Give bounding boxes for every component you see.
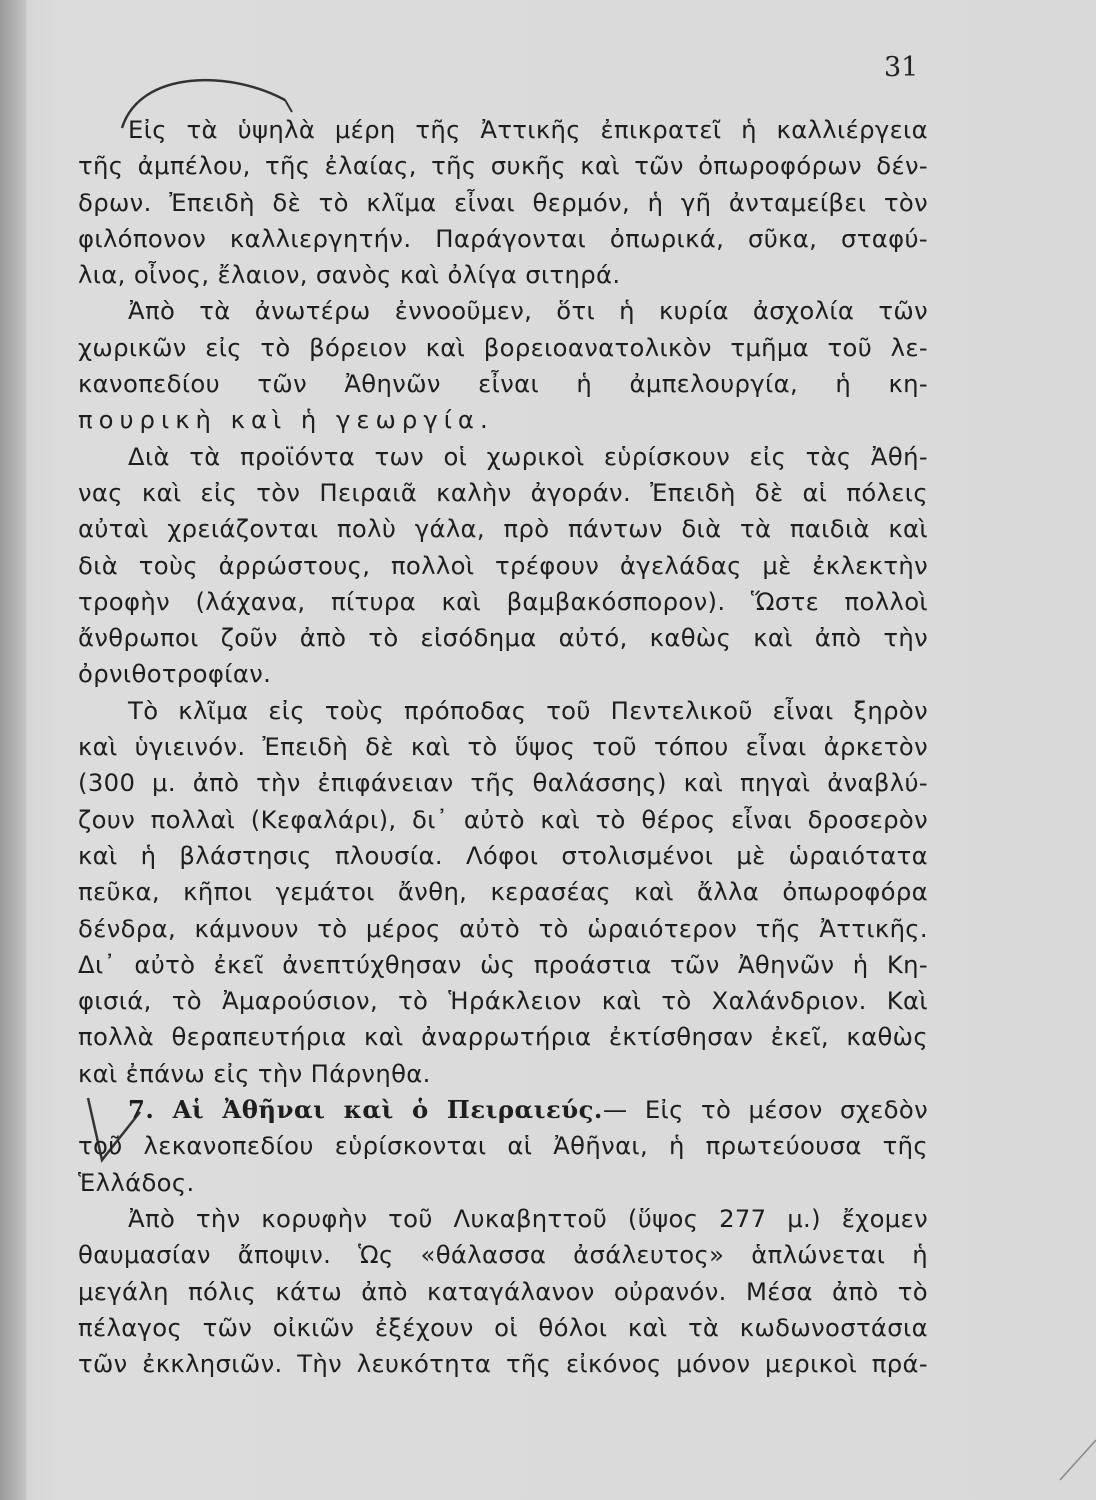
text-line: φισιά, τὸ Ἀμαρούσιον, τὸ Ἡράκλειον καὶ τὸ Χαλάνδριον. Καὶ <box>78 986 928 1016</box>
text-line: καὶ ἡ βλάστησις πλουσία. Λόφοι στολισμένοι μὲ ὡραιότατα <box>78 840 928 870</box>
text-line: καὶ ὑγιεινόν. Ἐπειδὴ δὲ καὶ τὸ ὕψος τοῦ τόπου εἶναι ἀρκετὸν <box>78 732 928 762</box>
text-line: καὶ ἐπάνω εἰς τὴν Πάρνηθα. <box>78 1058 431 1088</box>
pencil-arc-tail <box>285 100 292 112</box>
section-heading-line <box>78 1092 928 1128</box>
text-line: δρων. Ἐπειδὴ δὲ τὸ κλῖμα εἶναι θερμόν, ἡ γῆ ἀνταμείβει τὸν <box>78 187 928 217</box>
text-line: δένδρα, κάμνουν τὸ μέρος αὐτὸ τὸ ὡραιότερον τῆς Ἀττικῆς. <box>78 913 928 943</box>
corner-fold <box>1060 1440 1096 1480</box>
text-line: Εἰς τὰ ὑψηλὰ μέρη τῆς Ἀττικῆς ἐπικρατεῖ ἡ καλλιέργεια <box>128 115 928 144</box>
text-line: λια, οἶνος, ἔλαιον, σανὸς καὶ ὀλίγα σιτηρά. <box>78 260 621 290</box>
text-line: φιλόπονον καλλιεργητήν. Παράγονται ὀπωρικά, σῦκα, σταφύ- <box>78 223 928 253</box>
text-line: Διὰ τὰ προϊόντα των οἱ χωρικοὶ εὑρίσκουν εἰς τὰς Ἀθή- <box>128 441 928 471</box>
text-line: πέλαγος τῶν οἰκιῶν ἐξέχουν οἱ θόλοι καὶ τὰ κωδωνοστάσια <box>78 1312 928 1342</box>
text-line: αὐταὶ χρειάζονται πολὺ γάλα, πρὸ πάντων διὰ τὰ παιδιὰ καὶ <box>78 514 928 544</box>
text-line: χωρικῶν εἰς τὸ βόρειον καὶ βορειοανατολικὸν τμῆμα τοῦ λε- <box>78 332 928 362</box>
text-line: (300 μ. ἀπὸ τὴν ἐπιφάνειαν τῆς θαλάσσης) καὶ πηγαὶ ἀναβλύ- <box>78 768 928 798</box>
text-line: Τὸ κλῖμα εἰς τοὺς πρόποδας τοῦ Πεντελικοῦ εἶναι ξηρὸν <box>128 695 928 725</box>
text-line: Ἀπὸ τὰ ἀνωτέρω ἐννοοῦμεν, ὅτι ἡ κυρία ἀσχολία τῶν <box>128 296 928 326</box>
text-line: θαυμασίαν ἄποψιν. Ὡς «θάλασσα ἀσάλευτος» ἁπλώνεται ἡ <box>78 1240 928 1270</box>
text-line: Ἑλλάδος. <box>78 1167 195 1197</box>
text-line: Ἀπὸ τὴν κορυφὴν τοῦ Λυκαβηττοῦ (ὕψος 277 μ.) ἔχομεν <box>128 1203 928 1233</box>
page-binding-shadow <box>0 0 26 1500</box>
text-line: τῆς ἀμπέλου, τῆς ἐλαίας, τῆς συκῆς καὶ τῶν ὀπωροφόρων δέν- <box>78 151 928 181</box>
body-text <box>78 112 928 1382</box>
text-line: πεῦκα, κῆποι γεμάτοι ἄνθη, κερασέας καὶ ἄλλα ὀπωροφόρα <box>78 877 928 907</box>
text-line: τῶν ἐκκλησιῶν. Τὴν λευκότητα τῆς εἰκόνος μόνον μερικοὶ πρά- <box>78 1349 928 1379</box>
page-number: 31 <box>884 52 919 83</box>
text-line: πουρικὴ καὶ ἡ γεωργία. <box>78 405 494 435</box>
text-line: ζουν πολλαὶ (Κεφαλάρι), δι᾽ αὐτὸ καὶ τὸ θέρος εἶναι δροσερὸν <box>78 804 928 834</box>
text-line: πολλὰ θεραπευτήρια καὶ ἀναρρωτήρια ἐκτίσθησαν ἐκεῖ, καθὼς <box>78 1022 928 1052</box>
text-line: κανοπεδίου τῶν Ἀθηνῶν εἶναι ἡ ἀμπελουργία, ἡ κη- <box>78 369 928 399</box>
text-line: νας καὶ εἰς τὸν Πειραιᾶ καλὴν ἀγοράν. Ἐπειδὴ δὲ αἱ πόλεις <box>78 477 928 507</box>
text-line: Δι᾽ αὐτὸ ἐκεῖ ἀνεπτύχθησαν ὡς προάστια τῶν Ἀθηνῶν ἡ Κη- <box>78 949 928 979</box>
text-line: — Εἰς τὸ μέσον σχεδὸν <box>602 1095 928 1125</box>
text-line: διὰ τοὺς ἀρρώστους, πολλοὶ τρέφουν ἀγελάδας μὲ ἐκλεκτὴν <box>78 550 928 580</box>
text-line: ἄνθρωποι ζοῦν ἀπὸ τὸ εἰσόδημα αὐτό, καθὼς καὶ ἀπὸ τὴν <box>78 623 928 653</box>
section-heading: 7. Αἱ Ἀθῆναι καὶ ὁ Πειραιεύς. <box>128 1095 603 1125</box>
text-line: τροφὴν (λάχανα, πίτυρα καὶ βαμβακόσπορον). Ὥστε πολλοὶ <box>78 586 928 616</box>
text-line: τοῦ λεκανοπεδίου εὑρίσκονται αἱ Ἀθῆναι, ἡ πρωτεύουσα τῆς <box>78 1131 928 1161</box>
text-line: ὀρνιθοτροφίαν. <box>78 659 272 689</box>
text-line: μεγάλη πόλις κάτω ἀπὸ καταγάλανον οὐρανόν. Μέσα ἀπὸ τὸ <box>78 1276 928 1306</box>
